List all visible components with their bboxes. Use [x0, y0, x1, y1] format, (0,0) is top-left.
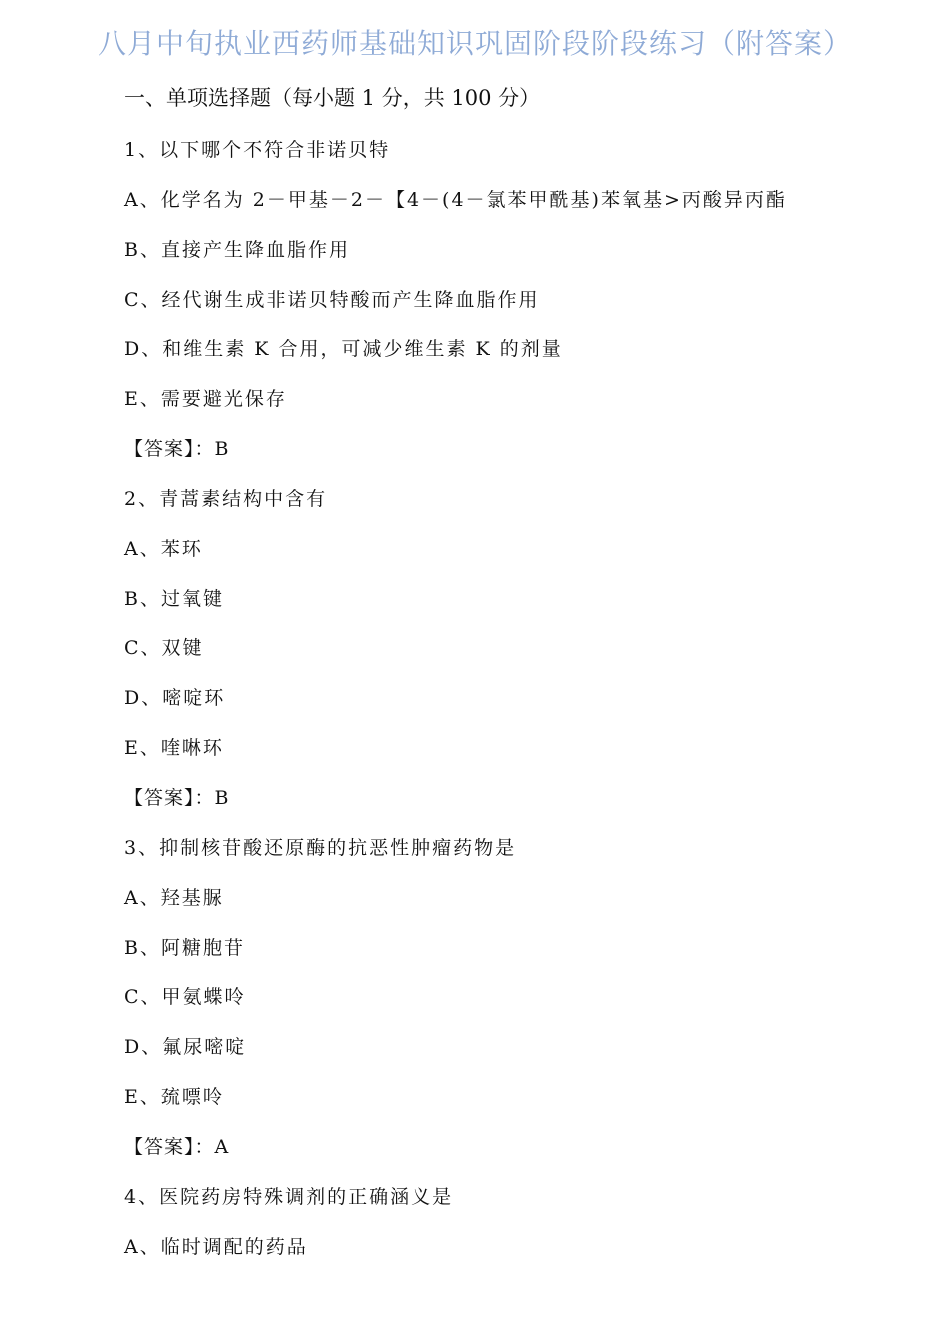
option-b: B、直接产生降血脂作用: [124, 238, 350, 261]
question-stem: 1、以下哪个不符合非诺贝特: [124, 139, 391, 161]
option-c: C、经代谢生成非诺贝特酸而产生降血脂作用: [124, 288, 540, 311]
option-a: A、羟基脲: [124, 886, 224, 909]
option-d: D、嘧啶环: [124, 687, 226, 710]
answer-label: 【答案】：A: [124, 1135, 230, 1158]
option-e: E、巯嘌呤: [124, 1086, 224, 1109]
question-stem: 2、青蒿素结构中含有: [124, 487, 328, 510]
option-d: D、氟尿嘧啶: [124, 1036, 247, 1059]
section-heading: 一、单项选择题（每小题 1 分，共 100 分）: [124, 86, 541, 110]
option-a: A、苯环: [124, 537, 203, 560]
option-e: E、喹啉环: [124, 737, 224, 760]
answer-label: 【答案】：B: [124, 438, 230, 461]
answer-label: 【答案】：B: [124, 786, 230, 809]
question-list: [124, 135, 904, 1281]
option-d: D、和维生素 K 合用，可减少维生素 K 的剂量: [124, 338, 563, 361]
option-b: B、过氧键: [124, 587, 224, 610]
option-c: C、甲氨蝶呤: [124, 986, 246, 1009]
document-title: 八月中旬执业西药师基础知识巩固阶段阶段练习（附答案）: [97, 27, 852, 60]
option-a: A、临时调配的药品: [124, 1235, 308, 1258]
question-stem: 4、医院药房特殊调剂的正确涵义是: [124, 1185, 454, 1208]
option-c: C、双键: [124, 637, 204, 660]
option-b: B、阿糖胞苷: [124, 936, 245, 959]
question-stem: 3、抑制核苷酸还原酶的抗恶性肿瘤药物是: [124, 836, 517, 859]
option-e: E、需要避光保存: [124, 388, 287, 411]
option-a: A、化学名为 2－甲基－2－【4－(4－氯苯甲酰基)苯氧基>丙酸异丙酯: [124, 188, 787, 211]
